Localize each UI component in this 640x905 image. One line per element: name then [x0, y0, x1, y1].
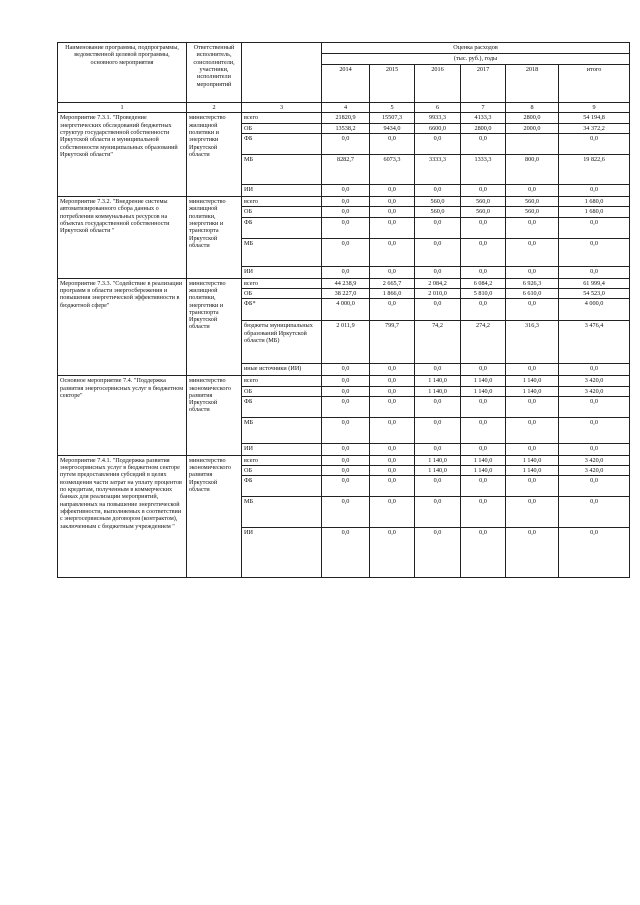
table-row	[58, 113, 630, 123]
year-value: 0,0	[370, 443, 415, 455]
total-value: 3 420,0	[559, 466, 630, 476]
year-value: 21820,9	[322, 113, 370, 123]
funding-source: бюджеты муниципальных образований Иркутской области (МБ)	[242, 321, 322, 364]
year-value: 0,0	[370, 497, 415, 528]
funding-source: ФБ	[242, 476, 322, 497]
year-value: 2 084,2	[415, 278, 461, 288]
header-executor: Ответственный исполнитель, соисполнители, участники, исполнители мероприятий	[187, 43, 242, 103]
year-value: 0,0	[506, 417, 559, 443]
year-value: 1 140,0	[461, 376, 506, 386]
funding-source: МБ	[242, 238, 322, 266]
total-value: 0,0	[559, 417, 630, 443]
year-value: 0,0	[415, 417, 461, 443]
year-value: 6600,0	[415, 123, 461, 133]
year-value	[506, 133, 559, 154]
year-value: 0,0	[322, 443, 370, 455]
header-year: 2015	[370, 65, 415, 103]
year-value: 1 140,0	[506, 386, 559, 396]
year-value: 0,0	[506, 184, 559, 196]
year-value: 0,0	[461, 364, 506, 376]
total-value: 0,0	[559, 364, 630, 376]
year-value: 0,0	[370, 238, 415, 266]
year-value: 0,0	[370, 299, 415, 321]
funding-source: ОБ	[242, 123, 322, 133]
funding-source: МБ	[242, 154, 322, 184]
year-value: 1 140,0	[415, 455, 461, 465]
total-value: 19 822,6	[559, 154, 630, 184]
year-value: 0,0	[322, 466, 370, 476]
year-value: 0,0	[322, 386, 370, 396]
column-number: 1	[58, 103, 187, 113]
year-value: 0,0	[370, 376, 415, 386]
year-value: 0,0	[322, 376, 370, 386]
year-value: 316,3	[506, 321, 559, 364]
year-value: 0,0	[461, 528, 506, 578]
funding-source: МБ	[242, 497, 322, 528]
year-value: 2 665,7	[370, 278, 415, 288]
year-value: 0,0	[415, 364, 461, 376]
activity-name: Мероприятие 7.3.1. "Проведение энергетических обследований бюджетных структур государственной собственности Иркутской области и муниципальной собственности муниципальных образований Иркутской области"	[58, 113, 187, 197]
year-value: 0,0	[415, 299, 461, 321]
header-row-top	[58, 43, 630, 54]
header-source	[242, 43, 322, 103]
total-value: 0,0	[559, 133, 630, 154]
activity-name: Мероприятие 7.4.1. "Поддержка развития энергосервисных услуг в бюджетном секторе путем предоставления субсидий в целях возмещения части затрат на уплату процентов по кредитам, полученным в коммерческих банках для реализации мероприятий, направленных на повышение энергетической эффективности, выполняемых в соответствии с энергосервисным договором (контрактом), заключенным с бюджетным учреждением "	[58, 455, 187, 578]
year-value: 4133,3	[461, 113, 506, 123]
total-value: 54 194,8	[559, 113, 630, 123]
year-value: 5 810,0	[461, 288, 506, 298]
header-year: 2018	[506, 65, 559, 103]
activity-name: Основное мероприятие 7.4. "Поддержка развития энергосервисных услуг в бюджетном секторе"	[58, 376, 187, 456]
year-value: 0,0	[415, 476, 461, 497]
year-value: 4 000,0	[322, 299, 370, 321]
activity-executor: министерство жилищной политики, энергетики и транспорта Иркутской области	[187, 278, 242, 376]
year-value: 0,0	[461, 133, 506, 154]
year-value: 0,0	[370, 196, 415, 206]
year-value: 38 227,0	[322, 288, 370, 298]
total-value: 4 000,0	[559, 299, 630, 321]
year-value: 9434,0	[370, 123, 415, 133]
year-value: 0,0	[322, 207, 370, 217]
funding-source: МБ	[242, 417, 322, 443]
year-value: 0,0	[506, 217, 559, 238]
column-number: 2	[187, 103, 242, 113]
column-number-row	[58, 103, 630, 113]
table-row	[58, 196, 630, 206]
year-value: 0,0	[415, 396, 461, 417]
total-value: 0,0	[559, 266, 630, 278]
year-value: 0,0	[322, 196, 370, 206]
year-value: 274,2	[461, 321, 506, 364]
funding-source: всего	[242, 196, 322, 206]
year-value: 0,0	[322, 528, 370, 578]
header-units: (тыс. руб.), годы	[322, 54, 630, 65]
year-value: 15507,3	[370, 113, 415, 123]
total-value: 0,0	[559, 528, 630, 578]
year-value: 0,0	[370, 476, 415, 497]
year-value: 0,0	[370, 528, 415, 578]
year-value: 0,0	[370, 455, 415, 465]
total-value: 0,0	[559, 217, 630, 238]
year-value: 0,0	[370, 417, 415, 443]
year-value: 1333,3	[461, 154, 506, 184]
year-value: 0,0	[322, 184, 370, 196]
year-value: 1 140,0	[461, 466, 506, 476]
year-value: 0,0	[461, 396, 506, 417]
year-value: 1 866,0	[370, 288, 415, 298]
year-value: 560,0	[506, 207, 559, 217]
year-value: 2 011,9	[322, 321, 370, 364]
activity-name: Мероприятие 7.3.2. "Внедрение системы автоматизированного сбора данных о потреблении коммунальных ресурсов на объектах государственной собственности Иркутской области "	[58, 196, 187, 278]
year-value: 799,7	[370, 321, 415, 364]
activity-name: Мероприятие 7.3.3. "Содействие в реализации программ в области энергосбережения и повышения энергетической эффективности в бюджетной сфере"	[58, 278, 187, 376]
year-value: 0,0	[415, 443, 461, 455]
header-program-name: Наименование программы, подпрограммы, ведомственной целевой программы, основного мероприятия	[58, 43, 187, 103]
year-value: 0,0	[322, 133, 370, 154]
header-year: 2017	[461, 65, 506, 103]
total-value: 34 372,2	[559, 123, 630, 133]
year-value: 1 140,0	[506, 376, 559, 386]
funding-source: всего	[242, 113, 322, 123]
year-value: 0,0	[461, 238, 506, 266]
year-value: 0,0	[506, 266, 559, 278]
year-value: 560,0	[461, 207, 506, 217]
total-value: 3 420,0	[559, 386, 630, 396]
column-number: 5	[370, 103, 415, 113]
funding-source: всего	[242, 455, 322, 465]
year-value: 0,0	[370, 396, 415, 417]
year-value: 0,0	[506, 443, 559, 455]
year-value: 0,0	[461, 299, 506, 321]
header-total: итого	[559, 65, 630, 103]
year-value: 0,0	[415, 217, 461, 238]
year-value: 0,0	[322, 217, 370, 238]
year-value: 6073,3	[370, 154, 415, 184]
year-value: 0,0	[461, 266, 506, 278]
total-value: 1 680,0	[559, 196, 630, 206]
year-value: 6 610,0	[506, 288, 559, 298]
year-value: 0,0	[415, 497, 461, 528]
funding-source: ИИ	[242, 528, 322, 578]
total-value: 0,0	[559, 184, 630, 196]
header-estimate: Оценка расходов	[322, 43, 630, 54]
year-value: 0,0	[506, 476, 559, 497]
year-value: 2 010,0	[415, 288, 461, 298]
year-value: 0,0	[415, 184, 461, 196]
funding-source: ИИ	[242, 443, 322, 455]
column-number: 3	[242, 103, 322, 113]
header-year: 2016	[415, 65, 461, 103]
table-row	[58, 455, 630, 465]
year-value: 8282,7	[322, 154, 370, 184]
activity-executor: министерство жилищной политики, энергетики и транспорта Иркутской области	[187, 196, 242, 278]
funding-source: всего	[242, 278, 322, 288]
year-value: 0,0	[322, 497, 370, 528]
budget-table	[57, 42, 630, 578]
year-value: 0,0	[506, 396, 559, 417]
year-value: 560,0	[506, 196, 559, 206]
year-value: 44 238,9	[322, 278, 370, 288]
funding-source: ФБ	[242, 217, 322, 238]
year-value: 0,0	[461, 443, 506, 455]
funding-source: ИИ	[242, 266, 322, 278]
year-value: 0,0	[415, 238, 461, 266]
year-value: 0,0	[461, 417, 506, 443]
total-value: 0,0	[559, 238, 630, 266]
year-value: 0,0	[322, 238, 370, 266]
year-value: 0,0	[322, 455, 370, 465]
year-value: 0,0	[506, 364, 559, 376]
year-value: 560,0	[415, 196, 461, 206]
year-value: 0,0	[322, 476, 370, 497]
total-value: 3 476,4	[559, 321, 630, 364]
column-number: 7	[461, 103, 506, 113]
year-value: 0,0	[370, 184, 415, 196]
funding-source: ОБ	[242, 386, 322, 396]
year-value: 0,0	[322, 417, 370, 443]
year-value: 1 140,0	[506, 455, 559, 465]
year-value: 0,0	[322, 364, 370, 376]
year-value: 1 140,0	[415, 466, 461, 476]
year-value: 800,0	[506, 154, 559, 184]
funding-source: ОБ	[242, 288, 322, 298]
year-value: 0,0	[461, 184, 506, 196]
funding-source: ОБ	[242, 466, 322, 476]
funding-source: ФБ	[242, 133, 322, 154]
year-value: 0,0	[461, 497, 506, 528]
year-value: 0,0	[461, 476, 506, 497]
funding-source: ФБ	[242, 396, 322, 417]
year-value: 13538,2	[322, 123, 370, 133]
year-value: 0,0	[322, 266, 370, 278]
total-value: 0,0	[559, 476, 630, 497]
year-value: 0,0	[370, 133, 415, 154]
year-value: 1 140,0	[461, 386, 506, 396]
column-number: 4	[322, 103, 370, 113]
year-value: 1 140,0	[461, 455, 506, 465]
year-value: 9933,3	[415, 113, 461, 123]
year-value: 560,0	[415, 207, 461, 217]
funding-source: иные источники (ИИ)	[242, 364, 322, 376]
year-value: 0,0	[506, 528, 559, 578]
year-value: 0,0	[415, 528, 461, 578]
year-value: 74,2	[415, 321, 461, 364]
year-value: 0,0	[322, 396, 370, 417]
funding-source: ИИ	[242, 184, 322, 196]
year-value: 560,0	[461, 196, 506, 206]
year-value: 0,0	[370, 466, 415, 476]
year-value: 1 140,0	[415, 386, 461, 396]
funding-source: ФБ*	[242, 299, 322, 321]
table-row	[58, 376, 630, 386]
year-value: 0,0	[370, 217, 415, 238]
year-value: 0,0	[370, 266, 415, 278]
column-number: 9	[559, 103, 630, 113]
column-number: 6	[415, 103, 461, 113]
activity-executor: министерство жилищной политики и энергетики Иркутской области	[187, 113, 242, 197]
column-number: 8	[506, 103, 559, 113]
total-value: 61 999,4	[559, 278, 630, 288]
total-value: 3 420,0	[559, 376, 630, 386]
year-value: 2800,0	[461, 123, 506, 133]
year-value: 6 084,2	[461, 278, 506, 288]
total-value: 0,0	[559, 497, 630, 528]
year-value: 0,0	[506, 238, 559, 266]
year-value: 0,0	[461, 217, 506, 238]
year-value: 1 140,0	[506, 466, 559, 476]
total-value: 3 420,0	[559, 455, 630, 465]
year-value: 6 926,3	[506, 278, 559, 288]
year-value: 0,0	[370, 364, 415, 376]
year-value: 0,0	[415, 266, 461, 278]
year-value: 0,0	[506, 497, 559, 528]
funding-source: всего	[242, 376, 322, 386]
year-value: 3333,3	[415, 154, 461, 184]
total-value: 0,0	[559, 443, 630, 455]
year-value: 2800,0	[506, 113, 559, 123]
header-year: 2014	[322, 65, 370, 103]
total-value: 0,0	[559, 396, 630, 417]
year-value: 1 140,0	[415, 376, 461, 386]
year-value: 2000,0	[506, 123, 559, 133]
table-body	[58, 113, 630, 578]
funding-source: ОБ	[242, 207, 322, 217]
activity-executor: министерство экономического развития Иркутской области	[187, 376, 242, 456]
total-value: 54 523,0	[559, 288, 630, 298]
year-value: 0,0	[370, 207, 415, 217]
activity-executor: министерство экономического развития Иркутской области	[187, 455, 242, 578]
year-value: 0,0	[506, 299, 559, 321]
table-row	[58, 278, 630, 288]
year-value: 0,0	[415, 133, 461, 154]
total-value: 1 680,0	[559, 207, 630, 217]
year-value: 0,0	[370, 386, 415, 396]
